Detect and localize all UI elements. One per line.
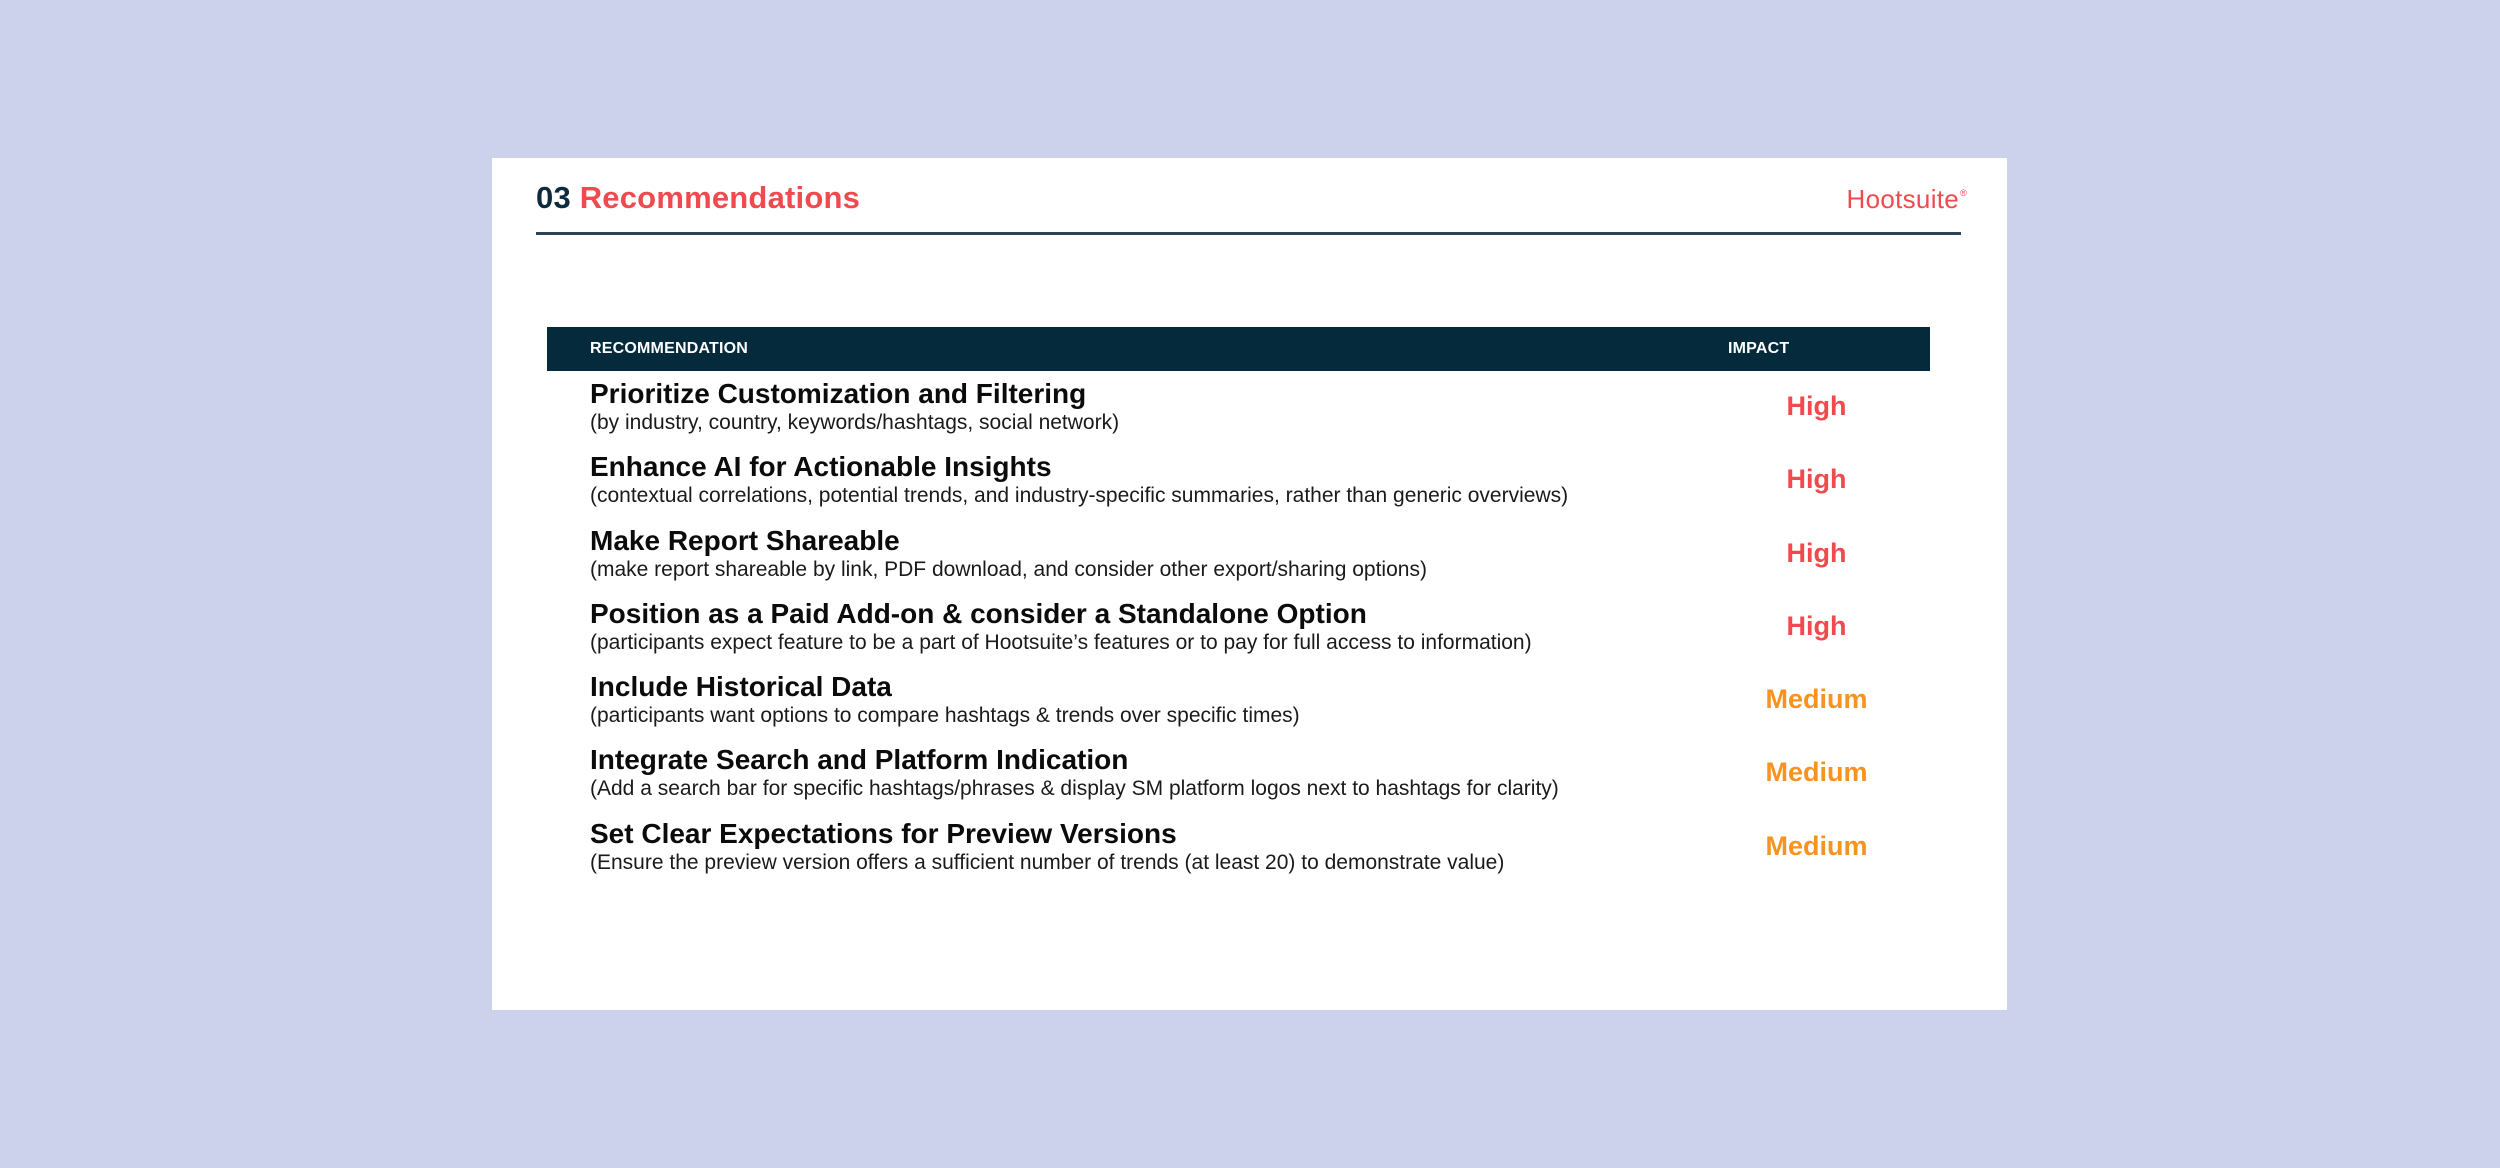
impact-badge: Medium	[1765, 830, 1868, 861]
impact-badge: High	[1786, 464, 1847, 495]
recommendation-title: Make Report Shareable	[590, 524, 900, 556]
section-title: Recommendations	[579, 180, 861, 215]
table-row	[547, 371, 1930, 444]
hootsuite-logo	[1847, 184, 1967, 215]
registered-mark: ®	[1960, 188, 1967, 198]
table-row	[547, 664, 1930, 737]
recommendation-description: (Add a search bar for specific hashtags/phrases & display SM platform logos next to hashtags for clarity)	[590, 777, 1559, 801]
section-number: 03	[536, 180, 571, 215]
title-divider	[536, 232, 1961, 235]
table-row	[547, 444, 1930, 517]
table-header	[547, 327, 1930, 371]
recommendation-description: (by industry, country, keywords/hashtags, social network)	[590, 411, 1120, 434]
brand-name: Hootsuite	[1846, 184, 1960, 214]
impact-badge: Medium	[1765, 684, 1868, 715]
recommendations-table	[547, 327, 1930, 884]
slide	[492, 158, 2007, 1010]
table-row	[547, 811, 1930, 884]
recommendation-description: (make report shareable by link, PDF download, and consider other export/sharing options)	[590, 557, 1427, 581]
recommendation-title: Include Historical Data	[590, 671, 892, 703]
table-row	[547, 591, 1930, 664]
table-row	[547, 518, 1930, 591]
impact-badge: High	[1786, 610, 1847, 641]
recommendation-title: Prioritize Customization and Filtering	[590, 378, 1087, 409]
recommendation-description: (contextual correlations, potential trends, and industry-specific summaries, rather than generic overviews)	[590, 484, 1569, 508]
impact-badge: Medium	[1765, 757, 1868, 788]
impact-badge: High	[1786, 391, 1847, 421]
recommendation-description: (participants expect feature to be a part of Hootsuite’s features or to pay for full access to information)	[590, 630, 1532, 654]
recommendation-description: (participants want options to compare hashtags & trends over specific times)	[590, 704, 1300, 728]
recommendation-title: Enhance AI for Actionable Insights	[590, 451, 1052, 483]
column-header-impact: IMPACT	[1728, 340, 1790, 357]
recommendation-title: Position as a Paid Add-on & consider a Standalone Option	[590, 597, 1367, 629]
recommendation-title: Set Clear Expectations for Preview Versions	[590, 817, 1177, 849]
page-title	[536, 180, 860, 216]
recommendation-title: Integrate Search and Platform Indication	[590, 744, 1129, 776]
impact-badge: High	[1786, 537, 1847, 568]
table-row	[547, 737, 1930, 810]
recommendation-description: (Ensure the preview version offers a sufficient number of trends (at least 20) to demonstrate value)	[590, 850, 1505, 874]
column-header-recommendation: RECOMMENDATION	[590, 340, 749, 357]
